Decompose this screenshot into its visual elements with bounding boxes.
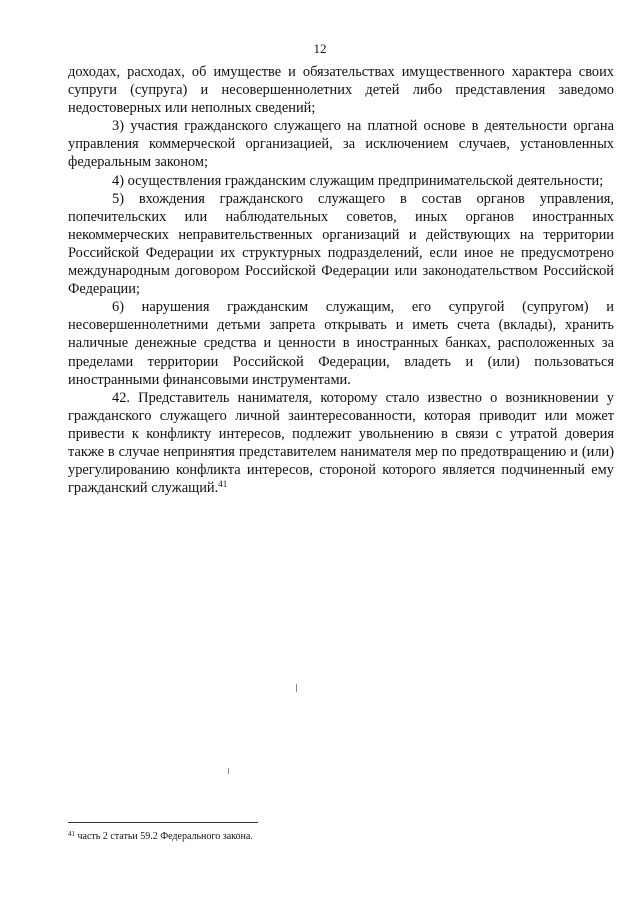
paragraph-continued: доходах, расходах, об имуществе и обязательствах имущественного характера своих супруги (супруга) и несовершеннолетних детей либо представления заведомо недостоверных или неполных сведений; [68, 64, 614, 117]
footnote [68, 830, 614, 843]
footnote-separator [68, 822, 258, 823]
page-number: 12 [313, 41, 327, 56]
footnote-reference: 41 [218, 479, 228, 490]
paragraph-item-6: 6) нарушения гражданским служащим, его супругой (супругом) и несовершеннолетними детьми запрета открывать и иметь счета (вклады), хранить наличные денежные средства и ценности в иностранных банках, расположенных за пределами территории Российской Федерации, владеть и (или) пользоваться иностранными финансовыми инструментами. [68, 299, 614, 388]
footnote-text: часть 2 статьи 59.2 Федерального закона. [77, 831, 253, 842]
paragraph-item-3: 3) участия гражданского служащего на платной основе в деятельности органа управления коммерческой организацией, за исключением случаев, установленных федеральным законом; [68, 118, 614, 171]
footnote-marker: 41 [68, 830, 75, 838]
paragraph-clause-42-text: 42. Представитель нанимателя, которому стало известно о возникновении у гражданского служащего личной заинтересованности, которая приводит или может привести к конфликту интересов, подлежит увольнению в связи с утратой доверия также в случае непринятия представителем нанимателя мер по предотвращению и (или) урегулированию конфликта интересов, стороной которого является подчиненный ему гражданский служащий. [68, 389, 614, 497]
scan-speck [296, 684, 297, 692]
paragraph-clause-42 [68, 389, 614, 498]
scan-speck [228, 768, 229, 774]
document-body [68, 63, 614, 497]
paragraph-item-4: 4) осуществления гражданским служащим предпринимательской деятельности; [112, 172, 604, 189]
paragraph-item-5: 5) вхождения гражданского служащего в состав органов управления, попечительских или наблюдательных советов, иных органов иностранных некоммерческих неправительственных организаций и действующих на территории Российской Федерации их структурных подразделений, если иное не предусмотрено международным договором Российской Федерации или законодательством Российской Федерации; [68, 190, 614, 298]
